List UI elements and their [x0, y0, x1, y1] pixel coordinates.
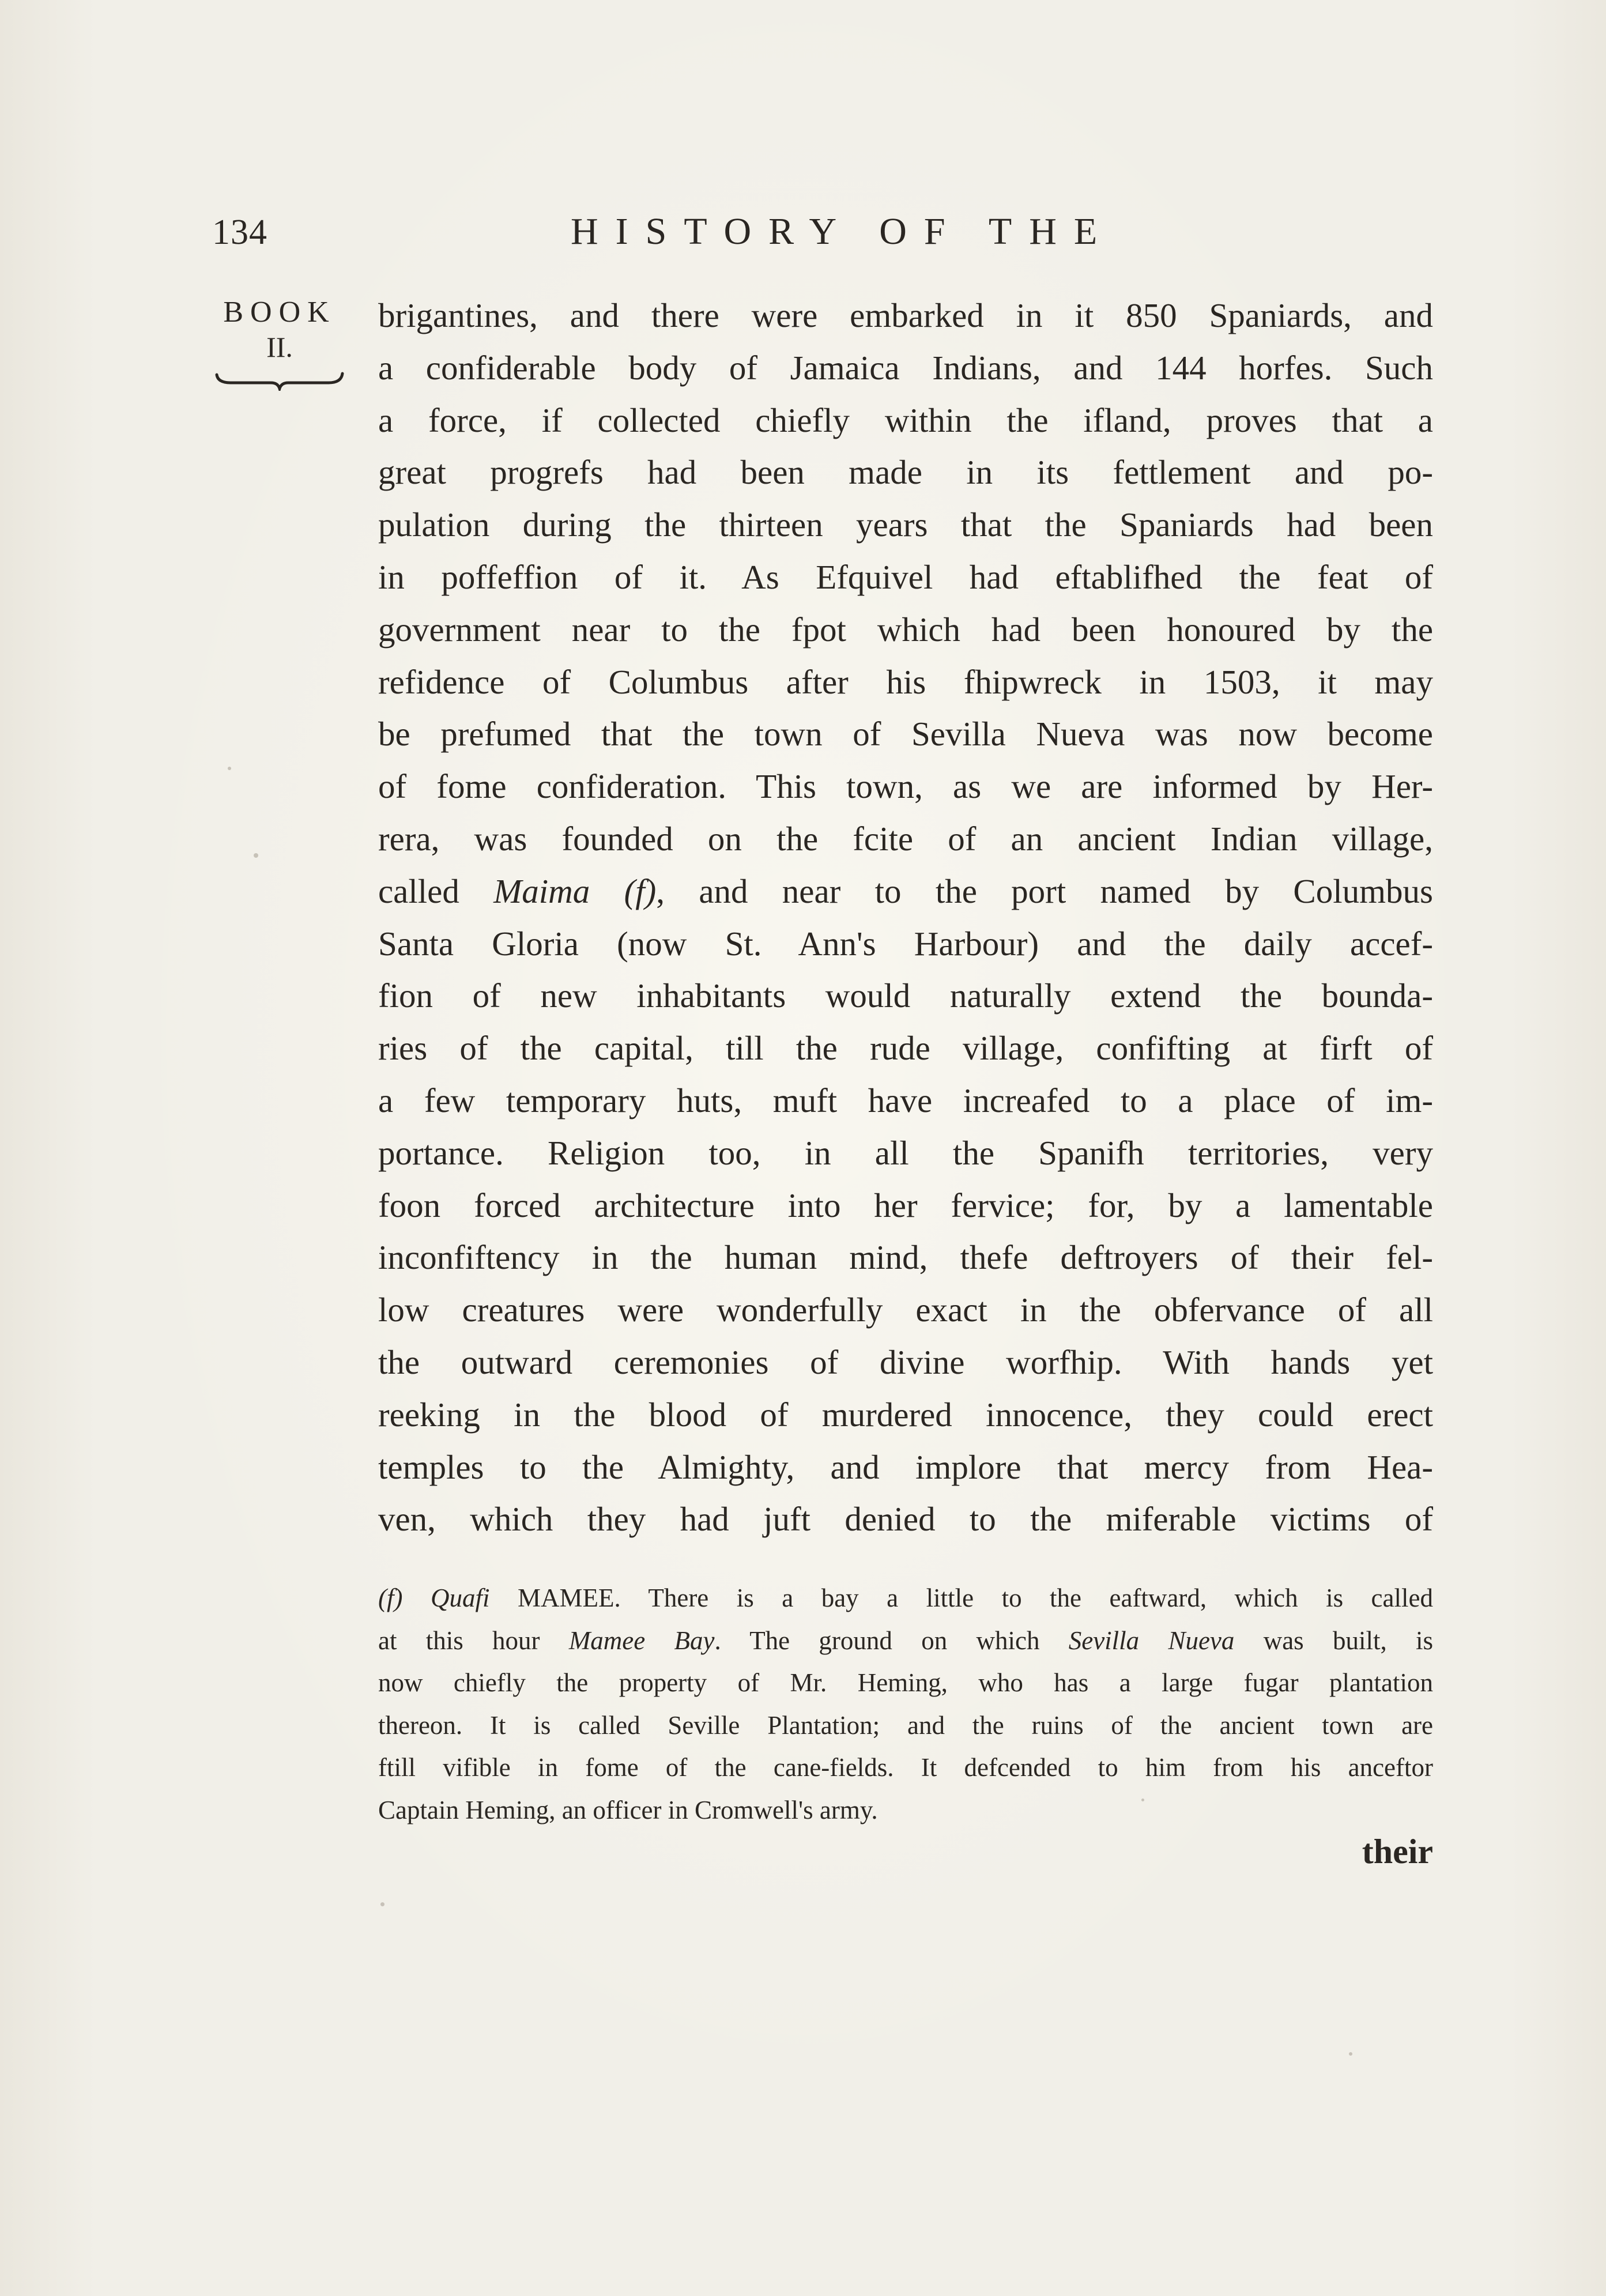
text-line: great progrefs had been made in its fettlement and po-: [378, 453, 1433, 492]
footnote-line: [378, 1620, 1433, 1662]
running-head: HISTORY OF THE: [571, 210, 1115, 252]
paper-speck: [228, 767, 231, 770]
footnote-line: thereon. It is called Seville Plantation; and the ruins of the ancient town are: [378, 1710, 1433, 1740]
paper-speck: [1349, 2052, 1352, 2056]
paper-speck: [1141, 1799, 1144, 1801]
text-line-with-italic: [378, 865, 1433, 918]
text-line: government near to the fpot which had been honoured by the: [378, 610, 1433, 649]
footnote-line: [378, 1577, 1433, 1620]
footnote-segment: . The ground on which: [714, 1626, 1069, 1655]
italic-place-name: Maima (f): [493, 872, 657, 910]
text-line: a force, if collected chiefly within the ifland, proves that a: [378, 401, 1433, 439]
footnote-italic: Sevilla Nueva: [1068, 1626, 1235, 1655]
text-line: in poffeffion of it. As Efquivel had eftablifhed the feat of: [378, 557, 1433, 596]
footnote-italic: Mamee Bay: [568, 1626, 715, 1655]
text-segment: called: [378, 872, 494, 910]
text-line: portance. Religion too, in all the Spanifh territories, very: [378, 1133, 1433, 1172]
text-line: a confiderable body of Jamaica Indians, and 144 horfes. Such: [378, 348, 1433, 387]
text-line: ries of the capital, till the rude village, confifting at firft of: [378, 1029, 1433, 1068]
footnote-segment: was built, is: [1234, 1626, 1434, 1655]
text-line: temples to the Almighty, and implore that mercy from Hea-: [378, 1447, 1433, 1486]
text-line: refidence of Columbus after his fhipwreck in 1503, it may: [378, 662, 1433, 701]
footnote-line: now chiefly the property of Mr. Heming, who has a large fugar plantation: [378, 1668, 1433, 1697]
page-number: 134: [212, 213, 267, 252]
text-line: low creatures were wonderfully exact in the obfervance of all: [378, 1291, 1433, 1329]
footnote-line: ftill vifible in fome of the cane-fields. It defcended to him from his anceftor: [378, 1753, 1433, 1782]
text-segment: , and near to the port named by Columbus: [656, 872, 1433, 910]
brace-ornament-icon: [213, 368, 346, 391]
text-line: ven, which they had juft denied to the miferable victims of: [378, 1500, 1433, 1539]
margin-note: [208, 295, 352, 391]
text-line: rera, was founded on the fcite of an ancient Indian village,: [378, 819, 1433, 858]
text-line: foon forced architecture into her fervice; for, by a lamentable: [378, 1186, 1433, 1224]
margin-book-label: BOOK: [223, 296, 336, 329]
text-line: of fome confideration. This town, as we are informed by Her-: [378, 767, 1433, 806]
text-line: brigantines, and there were embarked in it 850 Spaniards, and: [378, 296, 1433, 334]
text-line: be prefumed that the town of Sevilla Nueva was now become: [378, 715, 1433, 753]
footnote-italic: Quafi: [430, 1584, 490, 1612]
text-line: pulation during the thirteen years that the Spaniards had been: [378, 506, 1433, 544]
footnote: [378, 1577, 1433, 1831]
text-line: Santa Gloria (now St. Ann's Harbour) and the daily accef-: [378, 924, 1433, 963]
paper-speck: [380, 1902, 384, 1906]
footnote-segment: at this hour: [378, 1626, 569, 1655]
text-line: inconfiftency in the human mind, thefe deftroyers of their fel-: [378, 1238, 1433, 1277]
footnote-marker: (f): [378, 1584, 431, 1612]
text-line: reeking in the blood of murdered innocence, they could erect: [378, 1395, 1433, 1434]
catchword: their: [1362, 1833, 1433, 1871]
footnote-segment: MAMEE. There is a bay a little to the eaftward, which is called: [489, 1584, 1433, 1612]
paper-speck: [254, 853, 258, 858]
margin-book-number: II.: [266, 331, 293, 363]
text-line: the outward ceremonies of divine worfhip. With hands yet: [378, 1343, 1433, 1381]
text-line: fion of new inhabitants would naturally extend the bounda-: [378, 977, 1433, 1015]
main-text: [378, 289, 1433, 1545]
text-line: a few temporary huts, muft have increafed to a place of im-: [378, 1081, 1433, 1119]
footnote-line: Captain Heming, an officer in Cromwell's army.: [378, 1795, 878, 1824]
